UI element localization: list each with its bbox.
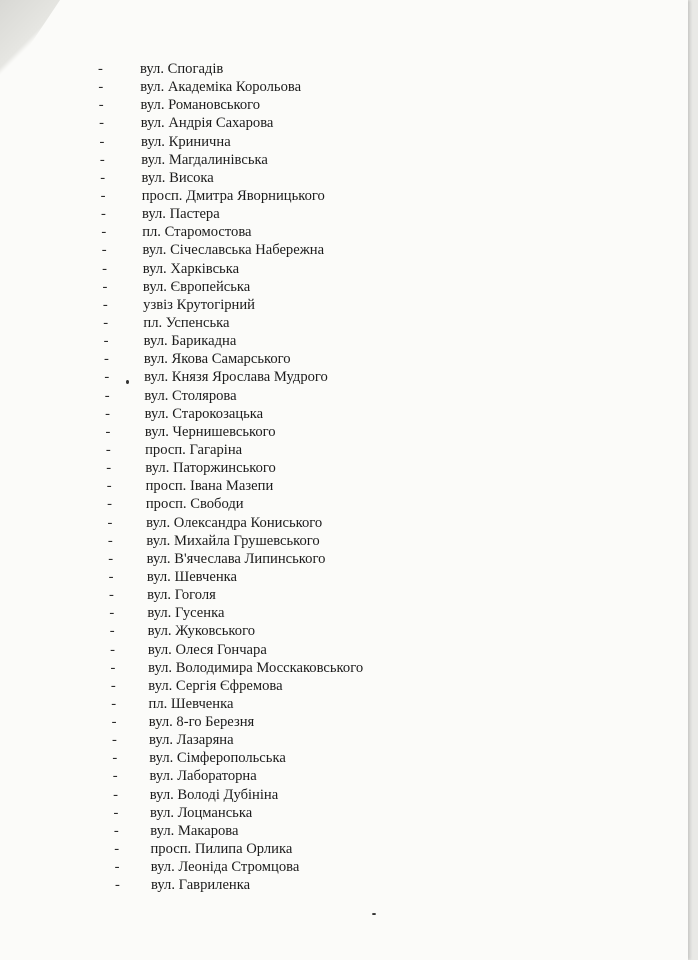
bullet-dash: - <box>100 187 106 204</box>
street-name: вул. Старокозацька <box>144 405 264 422</box>
street-item <box>0 441 688 459</box>
street-item <box>0 514 688 532</box>
bullet-dash: - <box>113 822 119 839</box>
street-item <box>0 387 688 405</box>
bullet-dash: - <box>104 369 110 386</box>
street-item <box>0 296 688 314</box>
street-name: просп. Пилипа Орлика <box>150 841 293 858</box>
street-name: вул. Михайла Грушевського <box>146 532 320 549</box>
street-name: просп. Свободи <box>145 496 244 513</box>
street-item <box>0 60 688 78</box>
street-name: вул. Паторжинського <box>145 460 276 477</box>
bullet-dash: - <box>108 550 114 567</box>
street-item <box>0 532 688 550</box>
street-name: просп. Івана Мазепи <box>145 478 274 495</box>
street-item <box>0 604 688 622</box>
street-item <box>0 187 688 205</box>
bullet-dash: - <box>98 79 104 96</box>
bullet-dash: - <box>99 133 105 150</box>
street-name: вул. В'ячеслава Липинського <box>146 550 326 567</box>
street-name: вул. Магдалинівська <box>141 151 268 168</box>
street-name: просп. Дмитра Яворницького <box>141 187 325 204</box>
street-item <box>0 495 688 513</box>
street-item <box>0 695 688 713</box>
bullet-dash: - <box>110 659 116 676</box>
street-item <box>0 405 688 423</box>
bullet-dash: - <box>107 514 113 531</box>
bullet-dash: - <box>99 151 105 168</box>
bullet-dash: - <box>98 61 103 77</box>
street-item <box>0 241 688 259</box>
street-name: вул. Андрія Сахарова <box>140 115 274 132</box>
bullet-dash: - <box>101 206 106 223</box>
street-item <box>0 731 688 749</box>
street-item <box>0 840 688 858</box>
bullet-dash: - <box>102 260 108 277</box>
bullet-dash: - <box>102 278 108 295</box>
street-item <box>0 876 688 894</box>
street-item <box>0 477 688 495</box>
street-list <box>0 60 688 894</box>
street-name: просп. Гагаріна <box>145 441 243 458</box>
street-name: вул. Лазаряна <box>149 732 234 749</box>
bullet-dash: - <box>112 768 118 785</box>
bullet-dash: - <box>101 224 107 241</box>
street-item <box>0 169 688 187</box>
street-item <box>0 423 688 441</box>
street-item <box>0 749 688 767</box>
street-item <box>0 260 688 278</box>
street-name: вул. Висока <box>141 169 214 186</box>
street-item <box>0 133 688 151</box>
bullet-dash: - <box>103 333 109 350</box>
street-name: вул. Гавриленка <box>151 877 251 894</box>
bullet-dash: - <box>104 351 109 368</box>
street-item <box>0 677 688 695</box>
bullet-dash: - <box>114 859 120 876</box>
street-name: вул. Володимира Мосскаковського <box>148 659 364 676</box>
street-name: вул. Чернишевського <box>144 423 276 440</box>
bullet-dash: - <box>112 750 118 767</box>
street-name: вул. Гоголя <box>147 587 216 604</box>
street-name: вул. Володі Дубініна <box>149 786 279 803</box>
street-item <box>0 368 688 386</box>
street-item <box>0 568 688 586</box>
bullet-dash: - <box>101 242 107 259</box>
street-name: вул. Сергія Єфремова <box>148 677 283 694</box>
bullet-dash: - <box>114 841 120 858</box>
street-name: вул. Сімферопольська <box>149 750 286 767</box>
bullet-dash: - <box>111 695 117 712</box>
bullet-dash: - <box>110 677 116 694</box>
street-item <box>0 713 688 731</box>
street-name: узвіз Крутогірний <box>143 296 255 313</box>
bullet-dash: - <box>105 423 111 440</box>
street-name: вул. Леоніда Стромцова <box>150 859 300 876</box>
street-name: вул. Якова Самарського <box>143 351 291 368</box>
street-item <box>0 858 688 876</box>
street-name: пл. Шевченка <box>148 695 234 712</box>
street-name: вул. Академіка Корольова <box>140 79 302 96</box>
street-item <box>0 550 688 568</box>
street-item <box>0 205 688 223</box>
bullet-dash: - <box>109 605 115 622</box>
bullet-dash: - <box>105 441 111 458</box>
street-item <box>0 804 688 822</box>
street-name: пл. Успенська <box>143 314 230 331</box>
street-name: вул. Барикадна <box>143 333 237 350</box>
street-name: пл. Старомостова <box>142 224 252 241</box>
street-name: вул. Січеславська Набережна <box>142 242 325 259</box>
street-item <box>0 822 688 840</box>
bullet-dash: - <box>106 460 112 477</box>
street-name: вул. Європейська <box>142 278 251 295</box>
street-item <box>0 96 688 114</box>
bullet-dash: - <box>113 786 118 803</box>
street-name: вул. Лоцманська <box>150 804 253 821</box>
street-item <box>0 151 688 169</box>
street-item <box>0 622 688 640</box>
street-name: вул. Пастера <box>141 206 220 223</box>
bullet-dash: - <box>111 714 117 731</box>
street-name: вул. Гусенка <box>147 605 225 622</box>
bullet-dash: - <box>110 641 115 658</box>
street-item <box>0 767 688 785</box>
street-item <box>0 350 688 368</box>
street-name: вул. Шевченка <box>146 568 237 585</box>
street-name: вул. Кринична <box>140 133 231 150</box>
street-name: вул. Князя Ярослава Мудрого <box>144 369 328 386</box>
bullet-dash: - <box>100 169 106 186</box>
street-name: вул. Столярова <box>144 387 237 404</box>
street-name: вул. 8-го Березня <box>148 714 255 731</box>
street-name: вул. Лабораторна <box>149 768 257 785</box>
bullet-dash: - <box>102 296 108 313</box>
street-name: вул. Харківська <box>142 260 240 277</box>
bullet-dash: - <box>108 587 114 604</box>
street-item <box>0 114 688 132</box>
street-name: вул. Олександра Кониського <box>146 514 323 531</box>
street-item <box>0 78 688 96</box>
street-name: вул. Романовського <box>140 97 261 114</box>
bullet-dash: - <box>98 97 104 114</box>
street-item <box>0 659 688 677</box>
street-item <box>0 459 688 477</box>
street-name: вул. Спогадів <box>140 61 224 77</box>
bullet-dash: - <box>104 387 110 404</box>
street-item <box>0 641 688 659</box>
bullet-dash: - <box>109 623 115 640</box>
ink-speck <box>126 380 129 384</box>
street-item <box>0 314 688 332</box>
bullet-dash: - <box>105 405 111 422</box>
street-item <box>0 223 688 241</box>
street-name: вул. Олеся Гончара <box>147 641 267 658</box>
street-item <box>0 586 688 604</box>
street-item <box>0 332 688 350</box>
bullet-dash: - <box>107 532 113 549</box>
bullet-dash: - <box>103 314 109 331</box>
bullet-dash: - <box>115 877 120 894</box>
bullet-dash: - <box>108 568 114 585</box>
bullet-dash: - <box>99 115 104 132</box>
street-name: вул. Макарова <box>150 822 239 839</box>
street-name: вул. Жуковського <box>147 623 255 640</box>
bullet-dash: - <box>113 804 119 821</box>
bullet-dash: - <box>111 732 117 749</box>
street-item <box>0 278 688 296</box>
street-item <box>0 786 688 804</box>
ink-speck <box>372 913 376 915</box>
bullet-dash: - <box>106 478 112 495</box>
bullet-dash: - <box>107 496 112 513</box>
